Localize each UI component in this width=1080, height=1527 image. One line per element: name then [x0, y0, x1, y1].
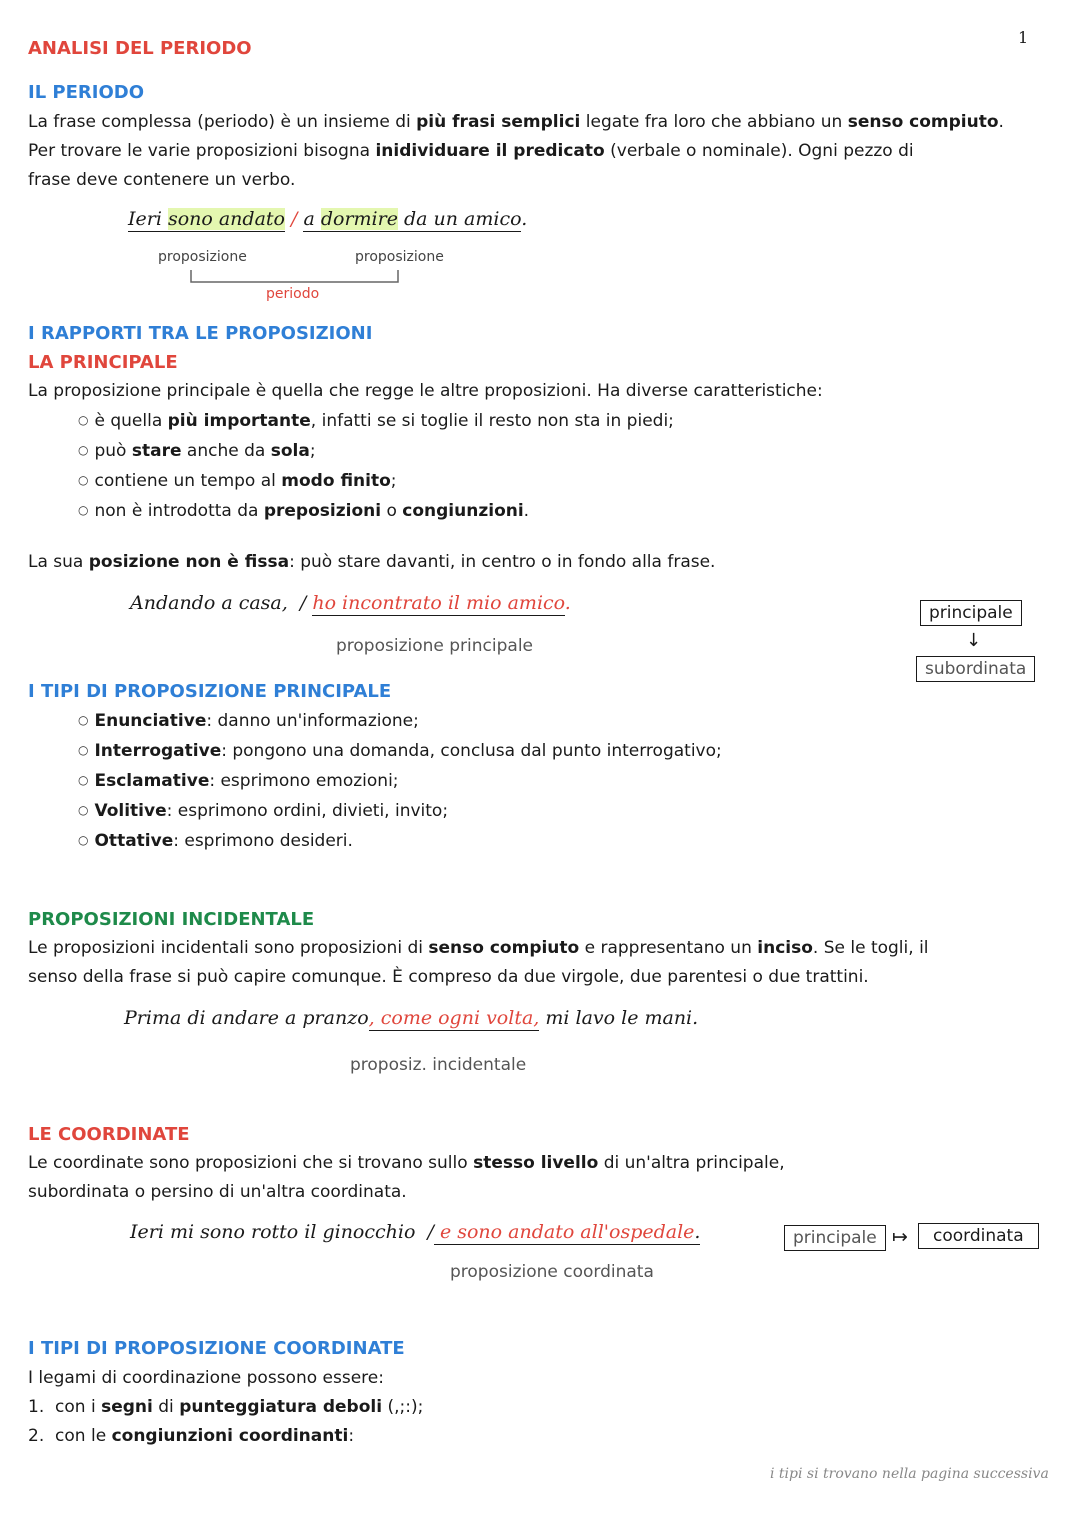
coordinate-types: I legami di coordinazione possono essere: 1. con i segni di punteggiatura deboli (,;:); 2. con le congiunzioni coordinanti:	[28, 1364, 423, 1451]
list-item: ○ Volitive: esprimono ordini, divieti, invito;	[78, 796, 722, 826]
incidentale-definition: Le proposizioni incidentali sono proposizioni di senso compiuto e rappresentano un inciso. Se le togli, il senso della frase si può capire comunque. È compreso da due virgole, due parentesi o due trattini.	[28, 938, 929, 987]
list-item: 1. con i segni di punteggiatura deboli (,;:);	[28, 1397, 424, 1417]
box-subordinata: subordinata	[916, 656, 1035, 682]
principale-intro: La proposizione principale è quella che regge le altre proposizioni. Ha diverse caratteristiche:	[28, 381, 823, 401]
periodo-example: Ieri sono andato / a dormire da un amico.	[128, 208, 528, 230]
coordinate-example: Ieri mi sono rotto il ginocchio / e sono andato all'ospedale.	[130, 1221, 701, 1243]
principale-characteristics	[78, 406, 674, 526]
label-proposizione-principale: proposizione principale	[336, 636, 534, 656]
tipi-principale-list	[78, 706, 722, 856]
periodo-definition: La frase complessa (periodo) è un insieme di più frasi semplici legate fra loro che abbiano un senso compiuto. Per trovare le varie proposizioni bisogna inidividuare il predicato (verbale o nominale). Ogni pezzo di frase deve contenere un verbo.	[28, 112, 1004, 190]
section-heading-rapporti: I RAPPORTI TRA LE PROPOSIZIONI	[28, 323, 373, 344]
label-proposiz-incidentale: proposiz. incidentale	[350, 1055, 527, 1075]
list-item: ○ Interrogative: pongono una domanda, conclusa dal punto interrogativo;	[78, 736, 722, 766]
periodo-bracket	[190, 268, 400, 288]
footer-note: i tipi si trovano nella pagina successiva	[770, 1466, 1049, 1482]
list-item: ○ è quella più importante, infatti se si toglie il resto non sta in piedi;	[78, 406, 674, 436]
section-heading-periodo: IL PERIODO	[28, 82, 145, 103]
page-number: 1	[1018, 28, 1029, 47]
label-proposizione-right: proposizione	[355, 249, 444, 265]
principale-position: La sua posizione non è fissa: può stare davanti, in centro o in fondo alla frase.	[28, 552, 716, 572]
label-proposizione-left: proposizione	[158, 249, 247, 265]
list-item: ○ non è introdotta da preposizioni o congiunzioni.	[78, 496, 674, 526]
coordinate-definition: Le coordinate sono proposizioni che si trovano sullo stesso livello di un'altra principale, subordinata o persino di un'altra coordinata.	[28, 1153, 785, 1202]
section-heading-tipi-principale: I TIPI DI PROPOSIZIONE PRINCIPALE	[28, 681, 392, 702]
label-proposizione-coordinata: proposizione coordinata	[450, 1262, 654, 1282]
subheading-principale: LA PRINCIPALE	[28, 352, 178, 373]
label-periodo: periodo	[266, 286, 320, 302]
list-item: ○ Ottative: esprimono desideri.	[78, 826, 722, 856]
page-title: ANALISI DEL PERIODO	[28, 38, 252, 59]
list-item: ○ Enunciative: danno un'informazione;	[78, 706, 722, 736]
section-heading-coordinate: LE COORDINATE	[28, 1124, 190, 1145]
box-principale-coord: principale	[784, 1225, 886, 1251]
list-item: ○ può stare anche da sola;	[78, 436, 674, 466]
principale-example: Andando a casa, / ho incontrato il mio amico.	[130, 592, 571, 614]
box-coordinata: coordinata	[918, 1223, 1039, 1249]
list-item: ○ contiene un tempo al modo finito;	[78, 466, 674, 496]
list-item: ○ Esclamative: esprimono emozioni;	[78, 766, 722, 796]
incidentale-example: Prima di andare a pranzo, come ogni volta, mi lavo le mani.	[124, 1007, 699, 1029]
box-principale: principale	[920, 600, 1022, 626]
arrow-down-icon: ↓	[966, 630, 982, 651]
section-heading-incidentale: PROPOSIZIONI INCIDENTALE	[28, 909, 315, 930]
section-heading-tipi-coordinate: I TIPI DI PROPOSIZIONE COORDINATE	[28, 1338, 405, 1359]
arrow-right-icon: ↦	[892, 1226, 908, 1248]
list-item: 2. con le congiunzioni coordinanti:	[28, 1426, 355, 1446]
